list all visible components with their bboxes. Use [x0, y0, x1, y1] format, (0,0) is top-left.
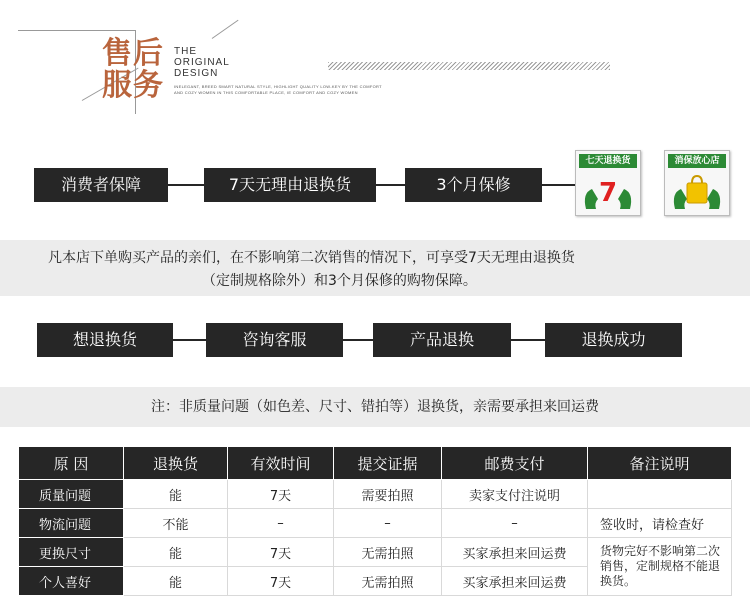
cell-evidence: –: [334, 509, 442, 538]
table-row: [19, 538, 732, 567]
cell-postage: –: [442, 509, 588, 538]
shopping-bag-icon: [665, 169, 729, 215]
badge-label: 七天退换货: [579, 154, 637, 168]
column-header-exchange: 退换货: [124, 447, 228, 480]
notice-line-1: 凡本店下单购买产品的亲们，在不影响第二次销售的情况下，可享受7天无理由退换货: [48, 250, 575, 266]
header-slash-decoration: [212, 20, 239, 39]
column-header-evidence: 提交证据: [334, 447, 442, 480]
process-step-contact-service: 咨询客服: [206, 323, 343, 357]
table-row: [19, 480, 732, 509]
cell-evidence: 需要拍照: [334, 480, 442, 509]
row-reason: 更换尺寸: [19, 538, 124, 567]
notice-band: [0, 240, 750, 296]
column-header-remark: 备注说明: [588, 447, 732, 480]
shipping-note: 注：非质量问题（如色差、尺寸、错拍等）退换货，亲需要承担来回运费: [0, 387, 750, 427]
cell-postage: 卖家支付注说明: [442, 480, 588, 509]
notice-line-2: （定制规格除外）和3个月保修的购物保障。: [202, 273, 477, 289]
column-header-valid-time: 有效时间: [228, 447, 334, 480]
badge-glyph-7: 7: [598, 178, 618, 208]
table-row: [19, 509, 732, 538]
seven-day-return-icon: [576, 169, 640, 215]
row-reason: 质量问题: [19, 480, 124, 509]
cell-postage: 买家承担来回运费: [442, 538, 588, 567]
cell-time: 7天: [228, 480, 334, 509]
cell-time: 7天: [228, 538, 334, 567]
process-step-return-complete: 退换成功: [545, 323, 682, 357]
badge-label: 消保放心店: [668, 154, 726, 168]
process-step-want-return: 想退换货: [37, 323, 173, 357]
cell-evidence: 无需拍照: [334, 538, 442, 567]
english-title-line-3: DESIGN: [174, 68, 219, 79]
cell-exchange: 能: [124, 538, 228, 567]
return-policy-table: [18, 446, 732, 596]
english-title: [174, 46, 230, 79]
cell-exchange: 能: [124, 480, 228, 509]
cell-remark: [588, 480, 732, 509]
cell-evidence: 无需拍照: [334, 567, 442, 596]
guarantee-consumer-protection: 消费者保障: [34, 168, 168, 202]
english-title-line-1: THE: [174, 46, 197, 57]
cell-remark-merged: 货物完好不影响第二次销售，定制规格不能退换货。: [588, 538, 732, 596]
title-line-2: 服务: [102, 68, 164, 103]
row-reason: 个人喜好: [19, 567, 124, 596]
row-reason: 物流问题: [19, 509, 124, 538]
page-title: [102, 38, 172, 102]
cell-exchange: 不能: [124, 509, 228, 538]
seven-day-return-badge: [575, 150, 641, 216]
title-line-1: 售后: [102, 36, 164, 71]
process-step-product-return: 产品退换: [373, 323, 511, 357]
cell-remark: 签收时，请检查好: [588, 509, 732, 538]
cell-time: –: [228, 509, 334, 538]
assured-store-badge: [664, 150, 730, 216]
guarantee-3-month-warranty: 3个月保修: [405, 168, 542, 202]
cell-time: 7天: [228, 567, 334, 596]
table-header-row: [19, 447, 732, 480]
tagline-text: INELEGANT, BREED SMART NATURAL STYLE, HIGHLIGHT QUALITY LOW-KEY BY THE COMFORT AND COZY WOMEN IN THIS COMFORTABLE PLACE, IE COMFORT AND COZY WOMEN: [174, 84, 382, 95]
cell-exchange: 能: [124, 567, 228, 596]
column-header-postage: 邮费支付: [442, 447, 588, 480]
header-banner: [0, 0, 750, 145]
guarantee-7-day-return: 7天无理由退换货: [204, 168, 376, 202]
column-header-reason: 原 因: [19, 447, 124, 480]
hatch-stripe-decoration: [328, 62, 610, 70]
cell-postage: 买家承担来回运费: [442, 567, 588, 596]
english-title-line-2: ORIGINAL: [174, 57, 230, 68]
